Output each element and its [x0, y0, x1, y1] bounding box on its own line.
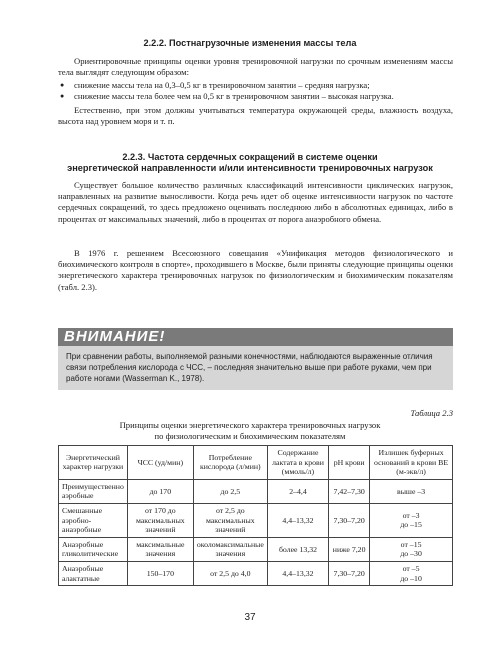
cell: 7,30–7,20: [329, 561, 370, 585]
cell: [370, 503, 453, 537]
header-hr: ЧСС (уд/мин): [127, 446, 193, 480]
cell: [370, 561, 453, 585]
header-oxygen: Потребление кислорода (л/мин): [193, 446, 267, 480]
cell: 4,4–13,32: [267, 561, 328, 585]
cell: максимальные значения: [127, 537, 193, 561]
cell: Анаэробные гликолитические: [59, 537, 128, 561]
cell: [370, 537, 453, 561]
be-from: от –15: [400, 539, 422, 549]
cell: 7,42–7,30: [329, 479, 370, 503]
be-from: от –3: [402, 510, 420, 520]
cell: 150–170: [127, 561, 193, 585]
body-paragraph-2: В 1976 г. решением Всесоюзного совещания «Унификация методов физиологического и биохимического контроля в спорте», проходившего в Москве, были приняты следующие принципы оценки энергетического характера тренировочных нагрузок по физиологическим и биохимическим показателям (табл. 2.3).: [58, 248, 453, 292]
cell: Смешанные аэробно-анаэробные: [59, 503, 128, 537]
header-energy-type: Энергетический характер нагрузки: [59, 446, 128, 480]
warning-banner: [58, 328, 453, 346]
cell: от 170 до максимальных значений: [127, 503, 193, 537]
warning-box: [58, 346, 453, 390]
warning-title: ВНИМАНИЕ!: [64, 328, 166, 345]
cell: от 2,5 до максимальных значений: [193, 503, 267, 537]
be-from: от –5: [402, 563, 420, 573]
be-to: до –30: [400, 549, 422, 559]
cell: 4,4–13,32: [267, 503, 328, 537]
table-title: [40, 420, 460, 442]
table-row: [59, 561, 453, 585]
header-lactate: Содержание лактата в крови (ммоль/л): [267, 446, 328, 480]
cell: более 13,32: [267, 537, 328, 561]
warning-text: При сравнении работы, выполняемой разными конечностями, наблюдаются выраженные отличия связи потребления кислорода с ЧСС, – последняя значительно выше при работе руками, чем при работе ногами (Wasserman K., 1978).: [66, 352, 433, 383]
cell: до 2,5: [193, 479, 267, 503]
cell: Преимущественно аэробные: [59, 479, 128, 503]
section-heading-2-2-3-line2: энергетической направленности и/или интенсивности тренировочных нагрузок: [67, 163, 433, 173]
header-be: Излишек буферных оснований в крови BE (м-экв/л): [370, 446, 453, 480]
table-title-line2: по физиологическим и биохимическим показателям: [154, 431, 346, 441]
bullet-item: ● снижение массы тела на 0,3–0,5 кг в тренировочном занятии – средняя нагрузка;: [58, 80, 453, 91]
table-title-line1: Принципы оценки энергетического характера тренировочных нагрузок: [119, 420, 381, 430]
bullet-list: [58, 80, 453, 102]
table-caption: Таблица 2.3: [410, 408, 453, 418]
section-heading-2-2-3-line1: 2.2.3. Частота сердечных сокращений в системе оценки: [122, 152, 378, 162]
note-paragraph: Естественно, при этом должны учитываться температура окружающей среды, влажность воздуха, высота над уровнем моря и т. п.: [58, 105, 453, 127]
be-to: до –15: [400, 520, 422, 530]
cell: околомаксимальные значения: [193, 537, 267, 561]
table-row: [59, 537, 453, 561]
section-heading-2-2-2: 2.2.2. Постнагрузочные изменения массы тела: [143, 38, 357, 48]
be-from: выше –3: [397, 486, 426, 496]
cell: 2–4,4: [267, 479, 328, 503]
table-row: [59, 503, 453, 537]
cell: Анаэробные алактатные: [59, 561, 128, 585]
table-header-row: [59, 446, 453, 480]
bullet-item: ● снижение массы тела более чем на 0,5 кг в тренировочном занятии – высокая нагрузка.: [58, 91, 453, 102]
intro-paragraph: Ориентировочные принципы оценки уровня тренировочной нагрузки по срочным изменениям массы тела выглядят следующим образом:: [58, 56, 453, 78]
page-number: 37: [244, 612, 256, 623]
body-paragraph-1: Существует большое количество различных классификаций интенсивности циклических нагрузок, направленных на развитие выносливости. Когда речь идет об оценке интенсивности нагрузок по частоте сердечных сокращений, то здесь предложено оценивать последнюю либо в абсолютных единицах, либо в процентах от максимальных значений, либо в процентах от порога анаэробного обмена.: [58, 180, 453, 224]
be-to: до –10: [400, 573, 422, 583]
cell: [370, 479, 453, 503]
cell: ниже 7,20: [329, 537, 370, 561]
cell: от 2,5 до 4,0: [193, 561, 267, 585]
energy-load-table: [58, 445, 453, 586]
table-row: [59, 479, 453, 503]
cell: 7,30–7,20: [329, 503, 370, 537]
cell: до 170: [127, 479, 193, 503]
header-ph: pH крови: [329, 446, 370, 480]
